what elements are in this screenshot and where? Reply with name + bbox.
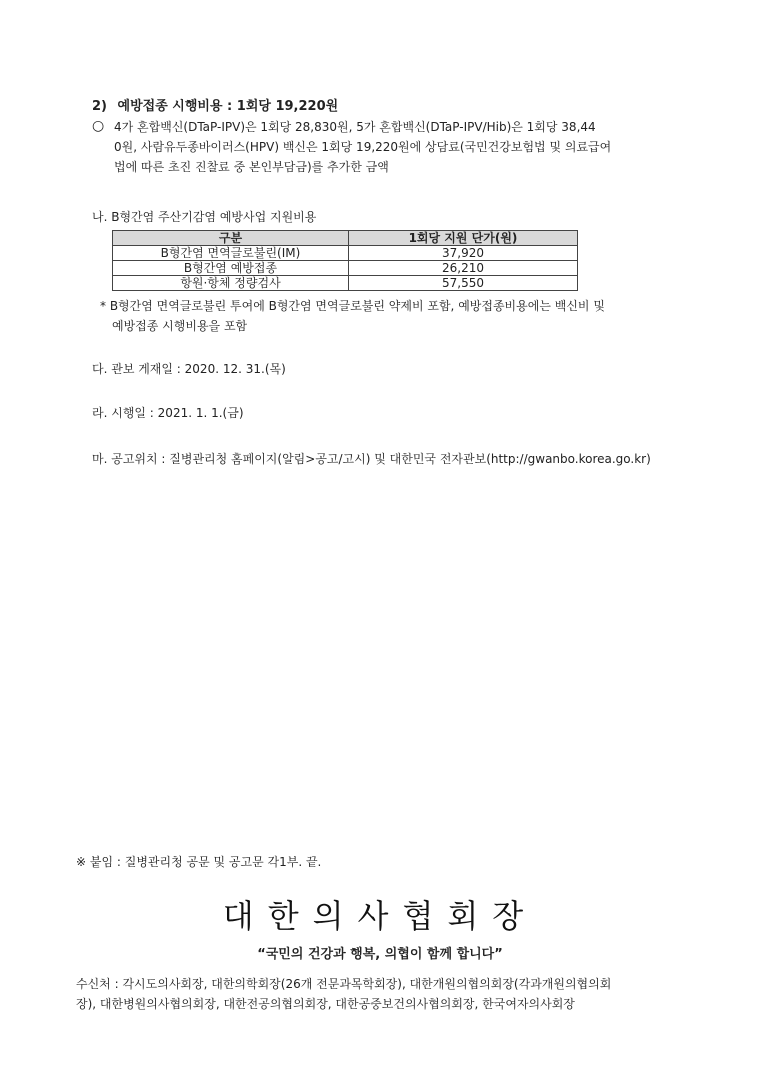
section-2-heading — [92, 95, 338, 114]
bullet-circle: ○ — [92, 118, 105, 134]
recipients — [76, 974, 611, 1014]
table-cell-category: 항원·항체 정량검사 — [113, 276, 349, 291]
table-cell-category: B형간염 면역글로불린(IM) — [113, 246, 349, 261]
table-row — [113, 246, 578, 261]
table-header-row — [113, 231, 578, 246]
recipients-line: 장), 대한병원의사협의회장, 대한전공의협의회장, 대한공중보건의사협의회장, 한국여자의사회장 — [76, 997, 575, 1011]
section-na-title: 나. B형간염 주산기감염 예방사업 지원비용 — [92, 210, 317, 224]
table-cell-price: 37,920 — [349, 246, 578, 261]
slogan: “국민의 건강과 행복, 의협이 함께 합니다” — [257, 947, 503, 962]
table-row — [113, 261, 578, 276]
footnote-line: 예방접종 시행비용을 포함 — [112, 319, 248, 333]
attachment-note: ※ 붙임 : 질병관리청 공문 및 공고문 각1부. 끝. — [76, 855, 322, 869]
section-ra-effective-date: 라. 시행일 : 2021. 1. 1.(금) — [92, 406, 244, 420]
signature-title: 대한의사협회장 — [222, 897, 538, 935]
section-2-number: 2) — [92, 99, 107, 114]
table-row — [113, 276, 578, 291]
table-cell-category: B형간염 예방접종 — [113, 261, 349, 276]
table-cell-price: 57,550 — [349, 276, 578, 291]
table-header-unit-price: 1회당 지원 단가(원) — [349, 231, 578, 246]
section-ma-notice-location: 마. 공고위치 : 질병관리청 홈페이지(알림>공고/고시) 및 대한민국 전자관보(http://gwanbo.korea.go.kr) — [92, 452, 651, 466]
recipients-line: 수신처 : 각시도의사회장, 대한의학회장(26개 전문과목학회장), 대한개원의협의회장(각과개원의협의회 — [76, 977, 612, 991]
footnote-line: * B형간염 면역글로불린 투여에 B형간염 면역글로불린 약제비 포함, 예방접종비용에는 백신비 및 — [100, 299, 605, 313]
section-2-title: 예방접종 시행비용 : 1회당 19,220원 — [117, 99, 339, 114]
section-2-line: 4가 혼합백신(DTaP-IPV)은 1회당 28,830원, 5가 혼합백신(DTaP-IPV/Hib)은 1회당 38,44 — [114, 120, 596, 134]
section-2-line: 0원, 사람유두종바이러스(HPV) 백신은 1회당 19,220원에 상담료(국민건강보험법 및 의료급여 — [114, 140, 612, 154]
table-header-category: 구분 — [113, 231, 349, 246]
section-2-line: 법에 따른 초진 진찰료 중 본인부담금)를 추가한 금액 — [114, 160, 389, 174]
table-cell-price: 26,210 — [349, 261, 578, 276]
support-cost-table — [112, 230, 578, 291]
section-2-body — [114, 117, 611, 177]
table-footnote — [100, 296, 605, 336]
section-da-publication-date: 다. 관보 게재일 : 2020. 12. 31.(목) — [92, 362, 286, 376]
